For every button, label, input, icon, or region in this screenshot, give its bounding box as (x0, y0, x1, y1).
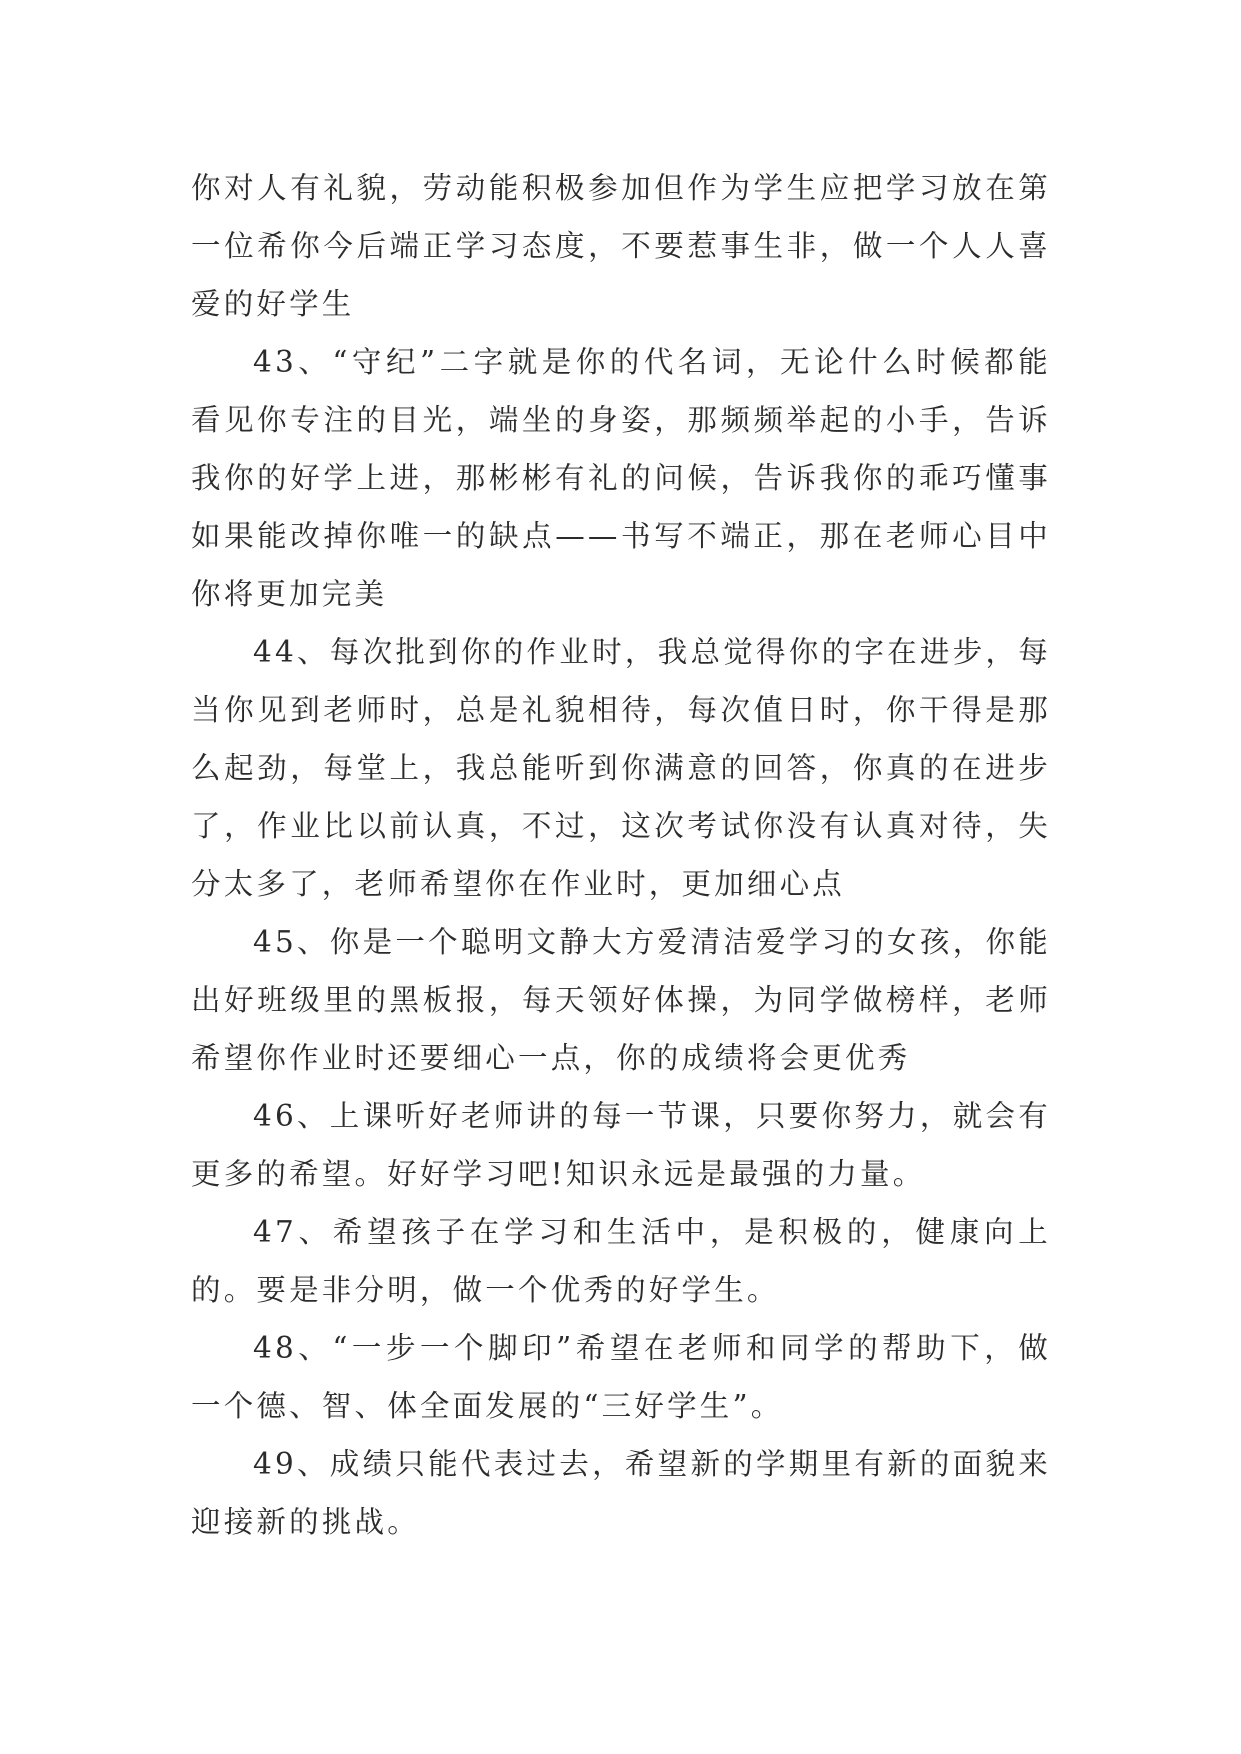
paragraph-45: 45、你是一个聪明文静大方爱清洁爱学习的女孩，你能出好班级里的黑板报，每天领好体操，为同学做榜样，老师希望你作业时还要细心一点，你的成绩将会更优秀 (191, 925, 1051, 1075)
paragraph-43: 43、“守纪”二字就是你的代名词，无论什么时候都能看见你专注的目光，端坐的身姿，那频频举起的小手，告诉我你的好学上进，那彬彬有礼的问候，告诉我你的乖巧懂事如果能改掉你唯一的缺点——书写不端正，那在老师心目中你将更加完美 (191, 345, 1051, 611)
paragraph-47: 47、希望孩子在学习和生活中，是积极的，健康向上的。要是非分明，做一个优秀的好学生。 (191, 1215, 1051, 1307)
paragraph-44: 44、每次批到你的作业时，我总觉得你的字在进步，每当你见到老师时，总是礼貌相待，每次值日时，你干得是那么起劲，每堂上，我总能听到你满意的回答，你真的在进步了，作业比以前认真，不过，这次考试你没有认真对待，失分太多了，老师希望你在作业时，更加细心点 (191, 635, 1051, 901)
paragraph-continued: 你对人有礼貌，劳动能积极参加但作为学生应把学习放在第一位希你今后端正学习态度，不要惹事生非，做一个人人喜爱的好学生 (191, 171, 1051, 321)
document-body (191, 159, 1051, 1551)
paragraph-49: 49、成绩只能代表过去，希望新的学期里有新的面貌来迎接新的挑战。 (191, 1447, 1051, 1539)
paragraph-46: 46、上课听好老师讲的每一节课，只要你努力，就会有更多的希望。好好学习吧!知识永远是最强的力量。 (191, 1099, 1051, 1191)
paragraph-48: 48、“一步一个脚印”希望在老师和同学的帮助下，做一个德、智、体全面发展的“三好学生”。 (191, 1331, 1051, 1423)
